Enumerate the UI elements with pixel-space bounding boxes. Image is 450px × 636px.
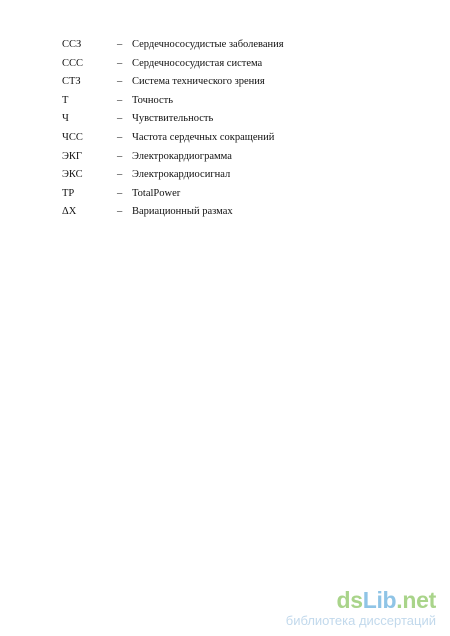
abbreviation-term: ΔX (62, 206, 77, 218)
abbreviation-definition: Вариационный размах (132, 206, 233, 218)
abbreviation-row (62, 129, 392, 148)
abbreviation-term: ССС (62, 57, 84, 69)
abbreviation-term: TP (62, 187, 75, 199)
abbreviation-list (62, 36, 392, 222)
watermark-caption: библиотека диссертаций (285, 613, 436, 628)
abbreviation-dash: – (117, 131, 123, 143)
abbreviation-dash: – (117, 39, 123, 50)
abbreviation-dash: – (117, 113, 123, 125)
abbreviation-dash: – (117, 94, 123, 106)
abbreviation-dash: – (117, 206, 123, 218)
abbreviation-dash: – (117, 187, 123, 199)
dslib-watermark (286, 588, 436, 628)
abbreviation-row (62, 185, 392, 204)
abbreviation-term: ЭКС (62, 169, 83, 181)
logo-ds-text: ds (336, 587, 363, 613)
abbreviation-definition: Чувствительность (132, 113, 214, 125)
abbreviation-term: СТЗ (62, 76, 81, 88)
abbreviation-definition: Электрокардиосигнал (132, 169, 231, 181)
abbreviation-dash: – (117, 76, 123, 88)
logo-net-text: .net (396, 587, 436, 613)
dslib-logo (286, 588, 436, 612)
abbreviation-term: ЭКГ (62, 150, 83, 162)
abbreviation-row (62, 166, 392, 185)
logo-lib-text: Lib (362, 587, 397, 613)
abbreviation-definition: Электрокардиограмма (132, 150, 232, 162)
abbreviation-definition: TotalPower (132, 187, 181, 199)
abbreviation-row (62, 73, 392, 92)
abbreviation-definition: Система технического зрения (132, 76, 265, 88)
abbreviation-definition: Сердечнососудистая система (132, 57, 263, 69)
abbreviation-definition: Частота сердечных сокращений (132, 131, 275, 143)
abbreviation-row (62, 36, 392, 55)
abbreviation-term: Ч (62, 113, 69, 125)
abbreviation-row (62, 148, 392, 167)
abbreviation-term: ЧСС (62, 131, 83, 143)
abbreviation-term: ССЗ (62, 39, 82, 50)
abbreviation-row (62, 203, 392, 222)
abbreviation-row (62, 110, 392, 129)
abbreviation-row (62, 92, 392, 111)
abbreviation-definition: Точность (132, 94, 174, 106)
abbreviation-dash: – (117, 150, 123, 162)
abbreviation-term: Т (62, 94, 69, 106)
abbreviation-dash: – (117, 57, 123, 69)
abbreviation-definition: Сердечнососудистые заболевания (132, 39, 284, 50)
abbreviation-dash: – (117, 169, 123, 181)
abbreviation-row (62, 55, 392, 74)
